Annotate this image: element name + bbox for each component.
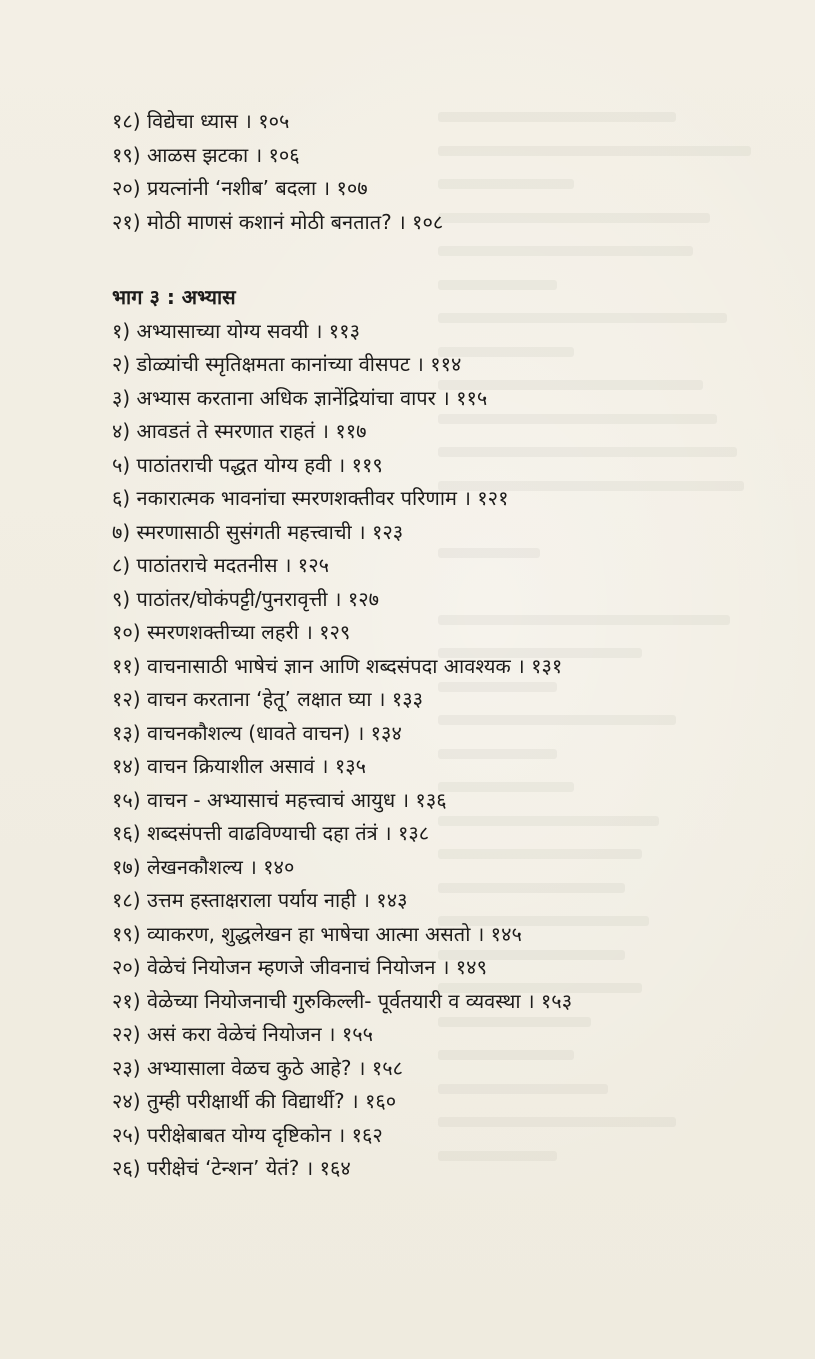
toc-entry: २१) मोठी माणसं कशानं मोठी बनतात? । १०८ xyxy=(112,209,444,234)
table-of-contents xyxy=(112,105,792,1186)
toc-entry: १०) स्मरणशक्तीच्या लहरी । १२९ xyxy=(112,620,351,644)
toc-entry: १३) वाचनकौशल्य (धावते वाचन) । १३४ xyxy=(112,720,402,745)
toc-entry: ४) आवडतं ते स्मरणात राहतं । ११७ xyxy=(112,419,367,443)
toc-entry: २) डोळ्यांची स्मृतिक्षमता कानांच्या वीसपट । ११४ xyxy=(112,352,462,376)
toc-entry: १९) आळस झटका । १०६ xyxy=(112,142,300,167)
toc-entry: २३) अभ्यासाला वेळच कुठे आहे? । १५८ xyxy=(112,1055,404,1080)
section-heading: भाग ३ : अभ्यास xyxy=(112,285,236,309)
toc-entry: ९) पाठांतर/घोकंपट्टी/पुनरावृत्ती । १२७ xyxy=(112,586,380,611)
toc-entry: १४) वाचन क्रियाशील असावं । १३५ xyxy=(112,754,367,778)
toc-entry: ७) स्मरणासाठी सुसंगती महत्त्वाची । १२३ xyxy=(112,519,404,544)
toc-entry: १६) शब्दसंपत्ती वाढविण्याची दहा तंत्रं । १३८ xyxy=(112,821,430,845)
toc-entry: १७) लेखनकौशल्य । १४० xyxy=(112,854,295,879)
toc-entry: १९) व्याकरण, शुद्धलेखन हा भाषेचा आत्मा असतो । १४५ xyxy=(112,921,522,946)
toc-entry: ८) पाठांतराचे मदतनीस । १२५ xyxy=(112,553,329,577)
toc-entry: ११) वाचनासाठी भाषेचं ज्ञान आणि शब्दसंपदा आवश्यक । १३१ xyxy=(112,653,563,678)
toc-entry: १) अभ्यासाच्या योग्य सवयी । ११३ xyxy=(112,318,360,343)
toc-entry: ३) अभ्यास करताना अधिक ज्ञानेंद्रियांचा वापर । ११५ xyxy=(112,385,488,410)
toc-entry: २५) परीक्षेबाबत योग्य दृष्टिकोन । १६२ xyxy=(112,1122,383,1147)
toc-entry: २०) वेळेचं नियोजन म्हणजे जीवनाचं नियोजन । १४९ xyxy=(112,955,487,979)
toc-entry: २१) वेळेच्या नियोजनाची गुरुकिल्ली- पूर्वतयारी व व्यवस्था । १५३ xyxy=(112,988,573,1013)
toc-entry: २०) प्रयत्नांनी ‘नशीब’ बदला । १०७ xyxy=(112,176,368,200)
toc-entry: १२) वाचन करताना ‘हेतू’ लक्षात घ्या । १३३ xyxy=(112,687,424,711)
toc-entry: ६) नकारात्मक भावनांचा स्मरणशक्तीवर परिणाम । १२१ xyxy=(112,486,509,510)
toc-entry: १८) विद्येचा ध्यास । १०५ xyxy=(112,109,290,133)
toc-entry: १५) वाचन - अभ्यासाचं महत्त्वाचं आयुध । १३६ xyxy=(112,787,447,812)
toc-entry: २२) असं करा वेळेचं नियोजन । १५५ xyxy=(112,1022,374,1046)
toc-entry: ५) पाठांतराची पद्धत योग्य हवी । ११९ xyxy=(112,452,383,477)
toc-entry: १८) उत्तम हस्ताक्षराला पर्याय नाही । १४३ xyxy=(112,888,408,912)
toc-entry: २६) परीक्षेचं ‘टेन्शन’ येतं? । १६४ xyxy=(112,1156,351,1180)
toc-entry: २४) तुम्ही परीक्षार्थी की विद्यार्थी? । १६० xyxy=(112,1089,397,1113)
